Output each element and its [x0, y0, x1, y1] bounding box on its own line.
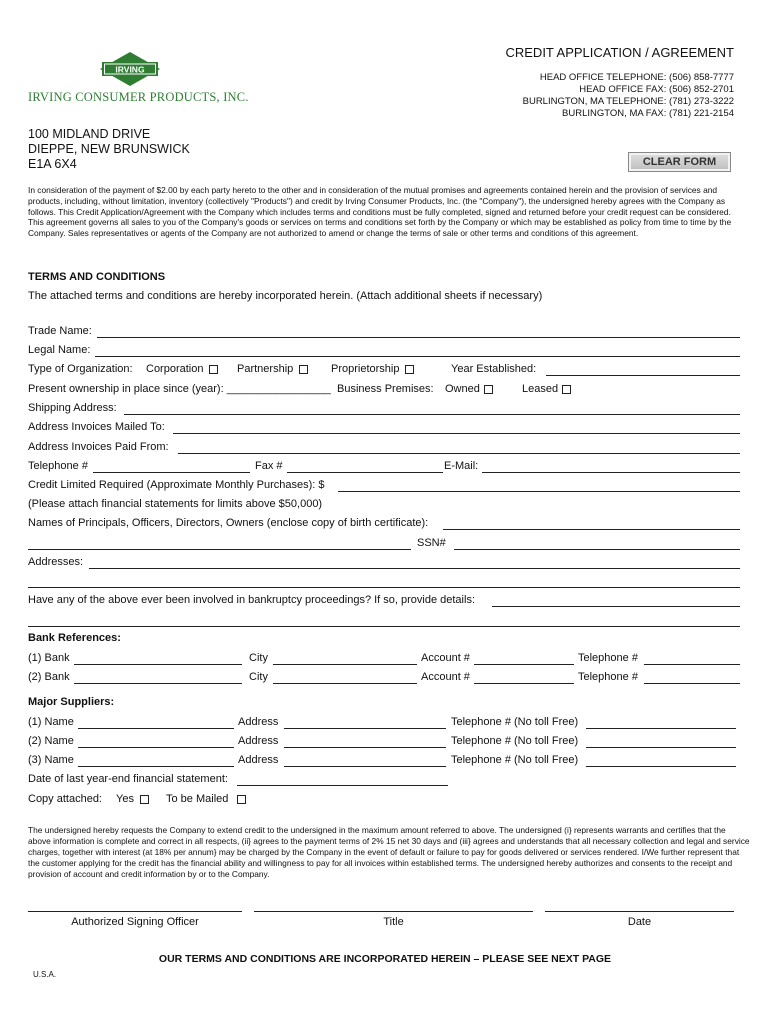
supplier-name-field[interactable] [78, 747, 234, 748]
supplier-telephone-field[interactable] [586, 747, 736, 748]
company-name: IRVING CONSUMER PRODUCTS, INC. [28, 90, 249, 104]
leased-checkbox[interactable] [562, 385, 571, 394]
telephone-label: Telephone # [28, 460, 88, 472]
supplier-name-label: (2) Name [28, 735, 74, 747]
supplier-name-field[interactable] [78, 766, 234, 767]
form-title: CREDIT APPLICATION / AGREEMENT [505, 45, 734, 60]
bank-city-label: City [249, 671, 268, 683]
shipping-address-field[interactable] [124, 414, 740, 415]
email-field[interactable] [482, 472, 740, 473]
clear-form-button[interactable]: CLEAR FORM [628, 152, 731, 172]
credit-limit-field[interactable] [338, 491, 740, 492]
year-established-field[interactable] [546, 375, 740, 376]
email-label: E-Mail: [444, 460, 479, 472]
supplier-name-label: (3) Name [28, 754, 74, 766]
invoices-mailed-field[interactable] [173, 433, 740, 434]
attach-financial-note: (Please attach financial statements for limits above $50,000) [28, 498, 323, 510]
supplier-address-field[interactable] [284, 728, 446, 729]
bank-city-label: City [249, 652, 268, 664]
credit-limit-label: Credit Limited Required (Approximate Monthly Purchases): $ [28, 479, 325, 491]
principals-label: Names of Principals, Officers, Directors, Owners (enclose copy of birth certificate): [28, 517, 429, 529]
yes-checkbox[interactable] [140, 795, 149, 804]
bank-references-heading: Bank References: [28, 632, 121, 644]
financial-statement-label: Date of last year-end financial statement: [28, 773, 228, 785]
leased-label: Leased [522, 383, 559, 395]
corporation-label: Corporation [146, 363, 204, 375]
partnership-checkbox[interactable] [299, 365, 308, 374]
address-line: DIEPPE, NEW BRUNSWICK [28, 142, 190, 156]
supplier-telephone-field[interactable] [586, 766, 736, 767]
supplier-address-label: Address [238, 754, 279, 766]
bank-account-field[interactable] [474, 664, 574, 665]
bankruptcy-field[interactable] [492, 606, 740, 607]
country-label: U.S.A. [33, 970, 57, 979]
proprietorship-checkbox[interactable] [405, 365, 414, 374]
signing-officer-field[interactable] [28, 911, 242, 912]
date-label: Date [627, 916, 652, 928]
signing-officer-label: Authorized Signing Officer [71, 916, 199, 928]
bank-telephone-label: Telephone # [578, 671, 638, 683]
supplier-telephone-label: Telephone # (No toll Free) [451, 735, 579, 747]
addresses-label: Addresses: [28, 556, 84, 568]
contact-line: BURLINGTON, MA FAX: (781) 221-2154 [562, 108, 734, 119]
shipping-address-label: Shipping Address: [28, 402, 117, 414]
bank-telephone-field[interactable] [644, 664, 740, 665]
supplier-telephone-label: Telephone # (No toll Free) [451, 716, 579, 728]
terms-notice: OUR TERMS AND CONDITIONS ARE INCORPORATED HEREIN – PLEASE SEE NEXT PAGE [158, 953, 612, 965]
supplier-address-label: Address [238, 735, 279, 747]
supplier-address-field[interactable] [284, 747, 446, 748]
corporation-checkbox[interactable] [209, 365, 218, 374]
trade-name-field[interactable] [97, 337, 740, 338]
terms-text: The attached terms and conditions are hereby incorporated herein. (Attach additional sheets if necessary) [28, 290, 543, 302]
invoices-paid-label: Address Invoices Paid From: [28, 441, 169, 453]
supplier-name-field[interactable] [78, 728, 234, 729]
fax-label: Fax # [255, 460, 283, 472]
irving-logo-icon [100, 52, 160, 86]
title-field[interactable] [254, 911, 533, 912]
agreement-paragraph: The undersigned hereby requests the Company to extend credit to the undersigned in the maximum amount referred to above. The undersigned (i} represents warrants and certifies that the above information is complete and correct in all respects, (ii} agrees to the payment terms of 2% 15 net 30 days and (iii} agrees and understands that all necessary collection and legal and service charges, together with interest (at 18% per annum} may be charged by the Company in the event of default or failure to pay for goods delivered or services rendered. I/We further represent that the customer applying for the credit has the financial ability and willingness to pay for all invoices within established terms. The undersigned hereby authorizes and consents to the receipt and provision of account and credit information by or to the Company. [28, 825, 750, 879]
bankruptcy-label: Have any of the above ever been involved in bankruptcy proceedings? If so, provide details: [28, 594, 475, 606]
owned-checkbox[interactable] [484, 385, 493, 394]
bank-account-label: Account # [421, 671, 470, 683]
partnership-label: Partnership [237, 363, 294, 375]
intro-paragraph: In consideration of the payment of $2.00 by each party hereto to the other and in consideration of the mutual promises and agreements contained herein and the provision of services and products, including, without limitation, inventory (collectively "Products") and credit by Irving Consumer Products, Inc. (the "Company"), the undersigned hereby agrees with the Company as follows. This Credit Application/Agreement with the Company which includes terms and conditions must be fully completed, signed and returned before your credit request can be considered. This agreement governs all sales to you of the Company's goods or services on terms and conditions set forth by the Company or which may be established as policy from time to time by the Company. Sales representatives or agents of the Company are not authorized to amend or change the terms of sale or other terms and conditions of this agreement. [28, 185, 732, 239]
supplier-name-label: (1) Name [28, 716, 74, 728]
business-premises-label: Business Premises: [337, 383, 434, 395]
contact-line: BURLINGTON, MA TELEPHONE: (781) 273-3222 [522, 96, 734, 107]
bank-label: (2) Bank [28, 671, 70, 683]
copy-attached-label: Copy attached: [28, 793, 102, 805]
principals-field-2[interactable] [28, 549, 411, 550]
bank-account-field[interactable] [474, 683, 574, 684]
bank-city-field[interactable] [273, 683, 417, 684]
contact-line: HEAD OFFICE FAX: (506) 852-2701 [579, 84, 734, 95]
present-ownership-label[interactable]: Present ownership in place since (year): _________________ [28, 383, 331, 395]
addresses-field[interactable] [89, 568, 740, 569]
bankruptcy-field-2[interactable] [28, 626, 740, 627]
address-line: E1A 6X4 [28, 157, 77, 171]
addresses-field-2[interactable] [28, 587, 740, 588]
legal-name-label: Legal Name: [28, 344, 91, 356]
fax-field[interactable] [287, 472, 443, 473]
ssn-label: SSN# [417, 537, 446, 549]
bank-label: (1) Bank [28, 652, 70, 664]
bank-telephone-field[interactable] [644, 683, 740, 684]
supplier-address-label: Address [238, 716, 279, 728]
year-established-label: Year Established: [451, 363, 537, 375]
supplier-telephone-field[interactable] [586, 728, 736, 729]
legal-name-field[interactable] [95, 356, 740, 357]
bank-telephone-label: Telephone # [578, 652, 638, 664]
invoices-mailed-label: Address Invoices Mailed To: [28, 421, 165, 433]
major-suppliers-heading: Major Suppliers: [28, 696, 115, 708]
bank-field[interactable] [74, 664, 242, 665]
org-type-label: Type of Organization: [28, 363, 133, 375]
title-label: Title [383, 916, 404, 928]
trade-name-label: Trade Name: [28, 325, 92, 337]
date-field[interactable] [545, 911, 734, 912]
proprietorship-label: Proprietorship [331, 363, 400, 375]
to-be-mailed-label: To be Mailed [166, 793, 229, 805]
to-be-mailed-checkbox[interactable] [237, 795, 246, 804]
financial-statement-field[interactable] [237, 785, 448, 786]
owned-label: Owned [445, 383, 480, 395]
address-line: 100 MIDLAND DRIVE [28, 127, 151, 141]
principals-field[interactable] [443, 529, 740, 530]
contact-line: HEAD OFFICE TELEPHONE: (506) 858-7777 [539, 72, 734, 83]
bank-account-label: Account # [421, 652, 470, 664]
bank-city-field[interactable] [273, 664, 417, 665]
bank-field[interactable] [74, 683, 242, 684]
terms-heading: TERMS AND CONDITIONS [28, 271, 166, 283]
logo-text: IRVING [115, 64, 145, 75]
supplier-telephone-label: Telephone # (No toll Free) [451, 754, 579, 766]
invoices-paid-field[interactable] [178, 453, 740, 454]
ssn-field[interactable] [454, 549, 740, 550]
yes-label: Yes [116, 793, 134, 805]
telephone-field[interactable] [93, 472, 250, 473]
supplier-address-field[interactable] [284, 766, 446, 767]
